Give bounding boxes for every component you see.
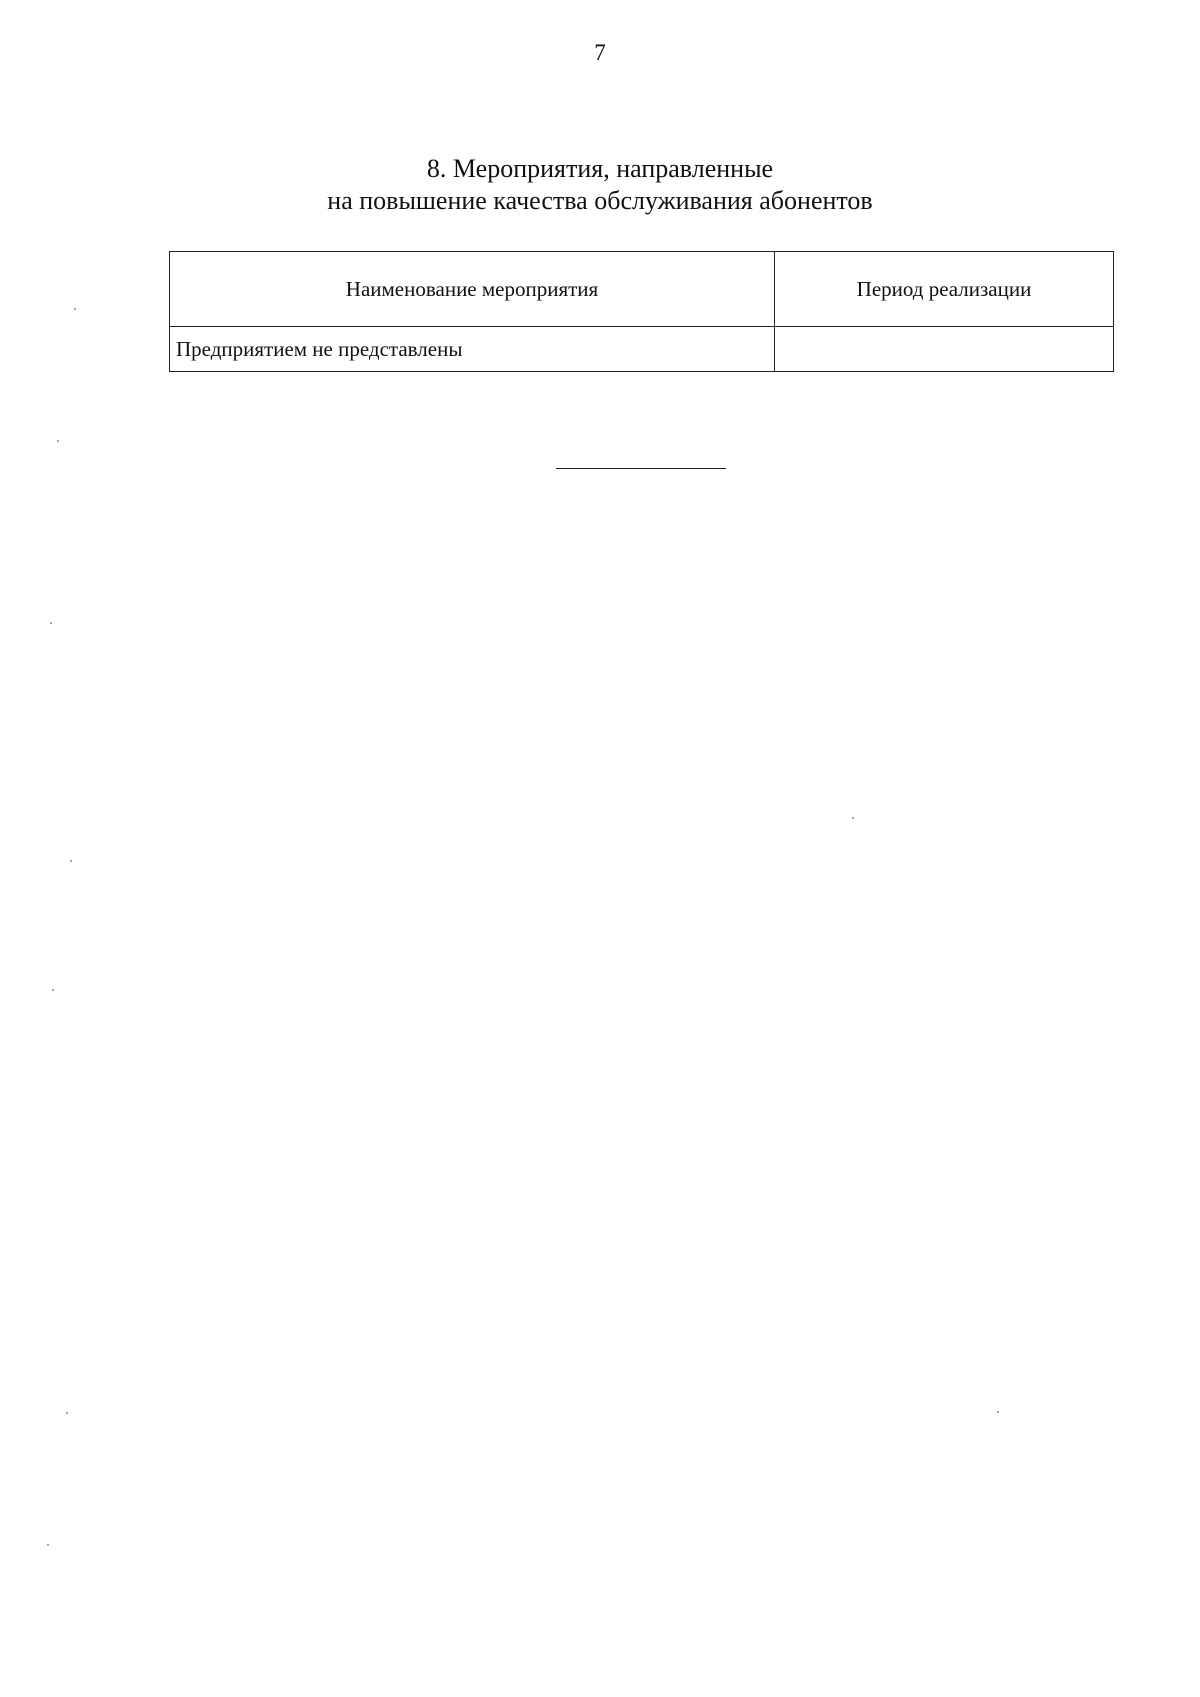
scan-speck <box>852 817 854 819</box>
scan-speck <box>70 860 72 862</box>
page-number: 7 <box>594 40 606 65</box>
table-header-row <box>170 252 1114 327</box>
scan-speck <box>47 1544 49 1546</box>
scan-speck <box>57 440 59 442</box>
scan-speck <box>52 989 54 991</box>
heading-line-1: 8. Мероприятия, направленные <box>426 154 774 183</box>
closing-rule <box>556 468 726 469</box>
column-header-measure-name: Наименование мероприятия <box>170 252 775 327</box>
scan-speck <box>50 622 52 624</box>
scan-speck <box>997 1411 999 1413</box>
scan-speck <box>66 1412 68 1414</box>
heading-line-2: на повышение качества обслуживания абонентов <box>327 186 873 215</box>
table-row <box>170 327 1114 372</box>
table-cell-measure-name: Предприятием не представлены <box>170 327 775 372</box>
column-header-period: Период реализации <box>775 252 1114 327</box>
scan-speck <box>74 308 76 310</box>
measures-table <box>169 251 1114 372</box>
table-cell-period <box>775 327 1114 372</box>
section-heading <box>0 153 1200 217</box>
